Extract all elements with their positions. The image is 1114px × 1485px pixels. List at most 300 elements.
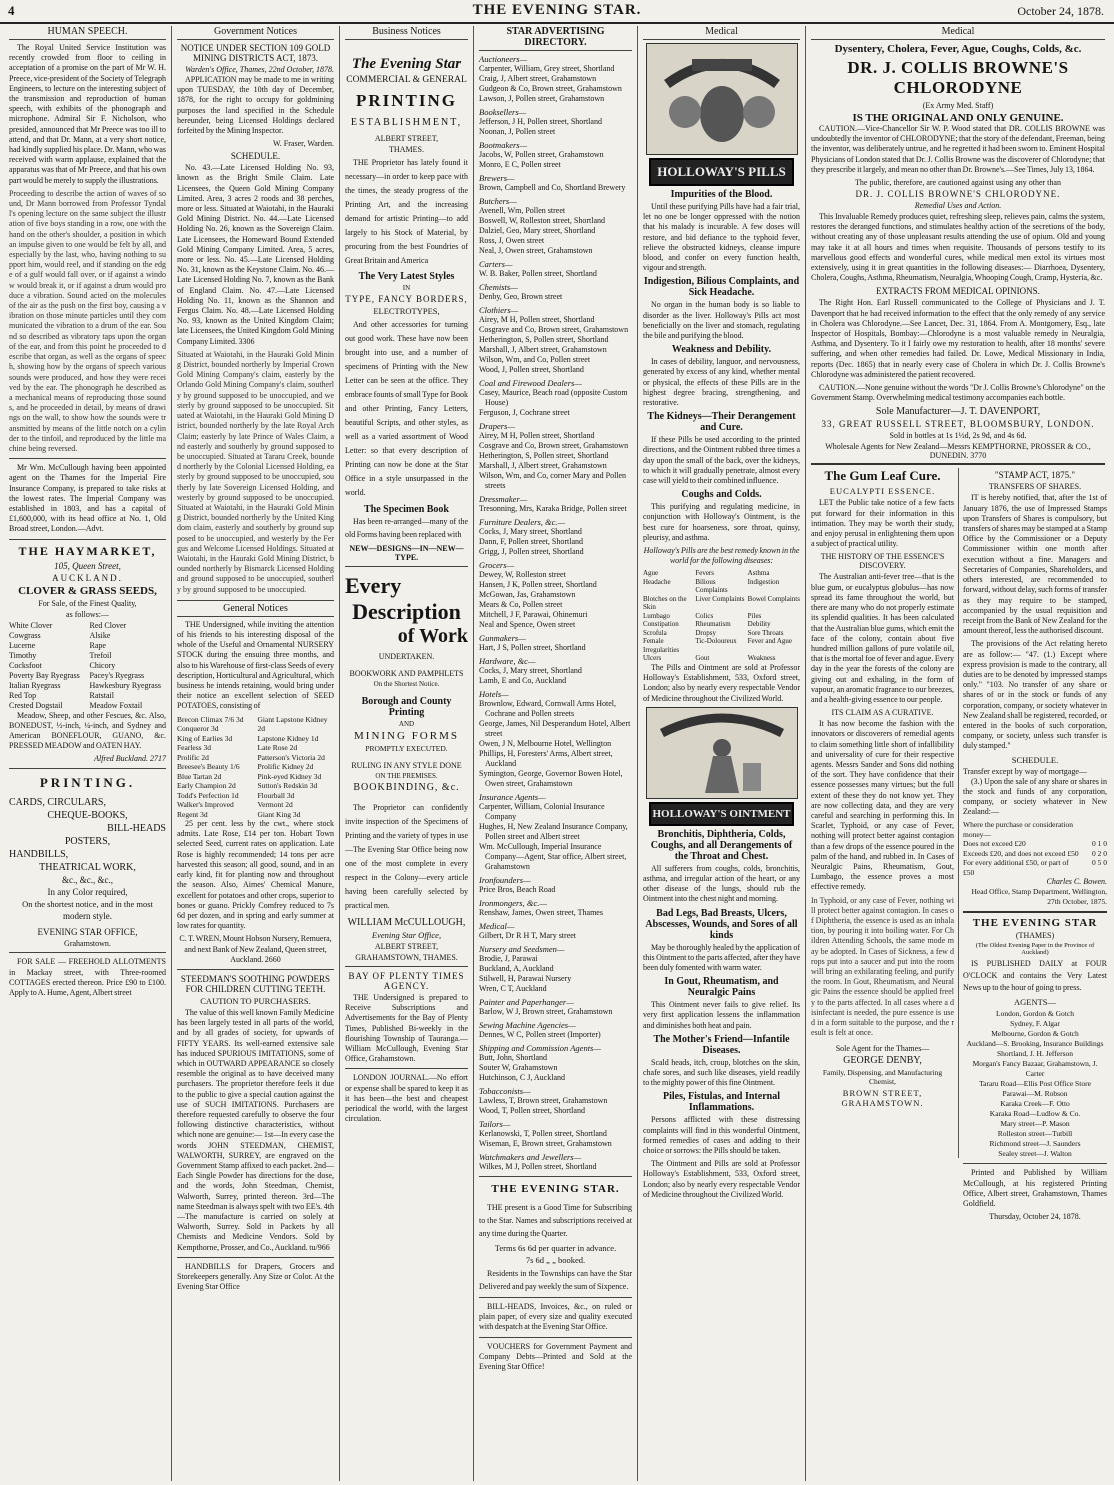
agent-entry: Sealey street—J. Walton (998, 1149, 1072, 1159)
pills-body: Until these purifying Pills have had a fair trial, let no one be longer oppressed with the notion that his malady is incurable. A few doses will restore, and bid defiance to the typhoid fever, relieve the obstructed kidneys, cleanse impure blood, and confer on every function health, vigour and strength. (643, 202, 800, 273)
divider (9, 768, 166, 769)
nursery-notice: THE Undersigned, while inviting the attention of his friends to his interesting disposal of the whole of the Useful and Ornamental NURSERY STOCK during the ensuing three months, and also to his Warehouse of first-class Seeds of every description, Horticultural and Agricultural, which business he intends retaining, would bring under their notice an excellent selection of SEED POTATOES, consisting of (177, 619, 334, 711)
directory-entry: Neal and Spence, Owen street (479, 620, 576, 629)
agent-entry: Parawai—M. Robson (1002, 1089, 1068, 1099)
bop-title: BAY OF PLENTY TIMES AGENCY. (348, 971, 465, 991)
gum-agent-desc: Family, Dispensing, and Manufacturing Chemist, (822, 1068, 943, 1087)
issue-date: October 24, 1878. (1017, 4, 1104, 18)
directory-entry: Neal, J, Owen street, Grahamstown (479, 246, 593, 255)
directory-category: Butchers— (479, 196, 517, 206)
pills-sold: The Pills and Ointment are sold at Professor Holloway's Establishment, 533, Oxford street, London; also by nearly every respectable Vendor of Medicine throughout the Civilized World. (643, 662, 800, 703)
directory-category: Hotels— (479, 689, 509, 699)
agent-entry: Rolleston street—Tutbill (997, 1129, 1073, 1139)
section-heading: General Notices (177, 600, 334, 617)
seed-item: Red Top (9, 690, 37, 700)
ailment-item: Liver Complaints (695, 594, 745, 603)
star-title: THE EVENING STAR (972, 917, 1098, 930)
fee-row (963, 858, 1107, 877)
split-section (811, 468, 1107, 1222)
pills-body: This purifying and regulating medicine, in conjunction with Holloway's Ointment, is the best cure for hoarseness, sore throat, quinsy, pleurisy, and asthma. (643, 502, 800, 542)
directory-entry: Brownlow, Edward, Cornwall Arms Hotel, Cochrane and Pollen streets (479, 699, 617, 718)
es-subscribe: THE present is a Good Time for Subscribing to the Star. Names and subscriptions received at any time during the Quarter. (479, 1203, 632, 1238)
directory-category: Coal and Firewood Dealers— (479, 378, 582, 388)
ointment-heading: Bad Legs, Bad Breasts, Ulcers, Abscesses, Wounds, and Sores of all kinds (645, 907, 798, 941)
caution-stamp: CAUTION.—None genuine without the words "Dr J. Collis Browne's Chlorodyne" on the Government Stamp. Overwhelming medical testimony accompanies each bottle. (811, 383, 1105, 403)
directory-category: Furniture Dealers, &c.— (479, 517, 566, 527)
printing-line: POSTERS, (64, 836, 111, 848)
columns (4, 26, 1110, 1481)
directory-entry: Cosgrave and Co, Brown street, Grahamstown (479, 441, 629, 450)
bookwork-line: BOOKWORK AND PAMPHLETS (349, 669, 464, 678)
potato-item: Brecon Climax 7/6 3d (177, 714, 244, 724)
divider (9, 458, 166, 459)
work-line: of Work (397, 625, 468, 647)
directory-entry: Kerlanowski, T, Pollen street, Shortland (479, 1129, 607, 1138)
evening-star-title: The Evening Star (351, 56, 462, 72)
directory-entry: Mears & Co, Pollen street (479, 600, 563, 609)
fee-label: Where the purchase or consideration money— (963, 820, 1073, 839)
vouchers-notice: VOUCHERS for Government Payment and Company Debts—Printed and Sold at the Evening Star Office! (479, 1341, 632, 1372)
directory-entry: Avenell, Wm, Pollen street (479, 206, 566, 215)
printed-by: Printed and Published by William McCullough, at his registered Printing Office, Albert street, Grahamstown, Thames Goldfield. (963, 1168, 1107, 1208)
star-subtitle: (THAMES) (1015, 931, 1055, 941)
seed-item: Timothy (9, 650, 37, 660)
star-published: IS PUBLISHED DAILY at FOUR O'CLOCK and contains the Very Latest News up to the hour of going to press. (963, 959, 1107, 993)
directory-entry: Brodie, J, Parawai (479, 954, 538, 963)
fee-label: Does not exceed £20 (963, 839, 1026, 849)
potato-item: Giant King 3d (257, 809, 301, 819)
gum-claim-body: It has now become the fashion with the innovators or discoverers of remedial agents to claim something little short of infallibility and universality of cure for their respective agents. Messrs Sander and Sons did nothing of the sort. They have confidence that their essence possesses many virtues; but the full extent of these they do not know yet. They are now collecting data, and they are very careful and searching in performing this. In Scarlet, Typhoid, or any case of Fever, nothing will protect better against contagion than a few drops of the essence poured in the palm of the hand, and rubbed in. In Cases of Neuralgic Pains, Rheumatism, Gout, Lumbago, the essence proves a most effective remedy. (811, 719, 954, 892)
notice-title: NOTICE UNDER SECTION 109 GOLD MINING DISTRICTS ACT, 1873. (180, 43, 331, 63)
es-body-3: The Proprietor can confidently invite inspection of the Specimens of Printing and the variety of types in use—The Evening Star Office being now one of the most complete in every respect in the Colony—every article having been carefully selected by practical men. (345, 803, 468, 910)
notice-signature: W. Fraser, Warden. (272, 139, 334, 149)
directory-entry: Wm. McCullough, Imperial Insurance Company—Agent, Star office, Albert street, Grahamstown (479, 842, 627, 871)
agent-entry: Tararu Road—Ellis Post Office Store (979, 1079, 1091, 1089)
column-3 (340, 26, 474, 1481)
ailments-intro: Holloway's Pills are the best remedy known in the world for the following diseases: (643, 546, 800, 566)
gum-body: LET the Public take notice of a few facts put forward for their information in this intimation. They may be worth their study, and enjoy perusal in enlightening them upon a subject of practical utility. (811, 498, 954, 549)
printing-line: In any Color required, (47, 887, 128, 898)
seed-item: Rape (89, 640, 106, 650)
potato-item: Breesee's Beauty 1/6 (177, 762, 240, 772)
directory-category: Ironfounders— (479, 875, 531, 885)
ailment-item: Debility (747, 620, 771, 629)
nursery-more: 25 per cent. less by the cwt., where stock admits. Late Rose, £14 per ton. Hobart Town selected Seed, current rates on application. Late Rose is highly recommended; 14 tons per acre harvested this season; all good, sound, and in an early kind, fit for planting now and throughout the season. Also, Aimes' Chemical Manure, excellent for potatoes and other crops, superior to bones or guano. Prickly Comfrey reduced to 7s 6d per dozen, and in spring and early summer at low rates for quantity. (177, 819, 334, 931)
divider (9, 952, 166, 953)
ailment-item: Rheumatism (695, 620, 731, 629)
ailment-item: Bowel Complaints (747, 594, 800, 603)
extracts-body: The Right Hon. Earl Russell communicated to the College of Physicians and J. T. Davenport that he had received information to the effect that the only remedy of any service in Cholera was Chlorodyne.—See Lancet, Dec. 31, 1864. From A. Montgomery, Esq., late Inspector of Hospitals, Bombay:—Chlorodyne is a most valuable remedy in Neuralgia, Asthma, and Dysentery. To it I fairly owe my restoration to health, after 18 months' severe suffering, and when other remedies had failed. Dr. Lowe, Medical Missionary in India, reports (Dec. 1865) that in nearly every case of Cholera in which Dr. J. Collis Browne's Chlorodyne was administered the patient recovered. (811, 298, 1105, 379)
potato-item: Late Rose 2d (257, 743, 298, 753)
agent-entry: Richmond street—J. Saunders (989, 1139, 1081, 1149)
directory-category: Auctioneers— (479, 54, 528, 64)
description-line: Description (352, 599, 461, 624)
schedule-body: (3.) Upon the sale of any share or shares in the stock and funds of any corporation, company, or society whatever in New Zealand:— (963, 776, 1107, 817)
gum-leaf-column (811, 468, 959, 1158)
steedman-title: STEEDMAN'S SOOTHING POWDERS FOR CHILDREN CUTTING TEETH. (180, 973, 331, 994)
directory-entry: Lawson, J, Pollen street, Grahamstown (479, 94, 605, 103)
directory-entry: George, James, Nil Desperandum Hotel, Albert street (479, 719, 631, 738)
directory-entry: Lamb, E and Co, Auckland (479, 676, 567, 685)
seed-item: Meadow Foxtail (89, 700, 143, 710)
directory-entry: Dalziel, Geo, Mary street, Shortland (479, 226, 596, 235)
ailment-item: Blotches on the Skin (643, 594, 687, 612)
ailment-item: Headache (643, 577, 671, 586)
undertaken-line: UNDERTAKEN. (378, 652, 435, 661)
directory-entry: Jefferson, J H, Pollen street, Shortland (479, 117, 602, 126)
masthead (0, 0, 1114, 24)
column-heading: Government Notices (177, 26, 334, 40)
directory-entry: Casey, Maurice, Beach road (opposite Custom House) (479, 388, 628, 407)
article-text-continued: Proceeding to describe the action of waves of sound, Dr Mann borrowed from Professor Tyndall's opening lecture on the same subject the illustration of five boys standing in a row, one with the hand on the other's shoulder, a position in which an impulse given to one would be felt by all, and especially by the last, who, having nothing to support him, would reel, and if standing on the edge of a gulf would fall over, or if against a window would break it, or if against a drum would produce a vibration. Sound acted on the molecules of the air as the push on the first boy, causing a vibration on those minute particles until they communicated the vibration to a drum of the ear. Sound so described as vibratory taps upon the organ of the ear, and from this point he proceeded to describe that organ, as well as the organs of speech, showing how by the organs of speech various sounds were produced, and how they were received by the ear. The phonograph he described as a mechanical means of reproducing those sounds, and he proceeded in detail, by means of drawings on the wall, to show how the sounds were transmitted by means of the little notch on a cylinder to the tinfoil, and reproduced by the little machine being reversed. (9, 188, 166, 453)
seed-item: Hawkesbury Ryegrass (89, 680, 161, 690)
divider (345, 1068, 468, 1069)
sale-notice: FOR SALE — FREEHOLD ALLOTMENTS in Mackay street, with Three-roomed COTTAGES erected thereon. Price £90 to £100. Apply to A. Hume, Agent, Albert street (9, 957, 166, 997)
haymarket-city: AUCKLAND. (52, 572, 123, 583)
in-label: IN (402, 284, 411, 292)
divider (9, 539, 166, 540)
seed-item: Alsike (89, 630, 111, 640)
column-heading: Medical (643, 26, 800, 40)
new-designs: NEW—DESIGNS—IN—NEW—TYPE. (349, 544, 464, 562)
ointment-body: All sufferers from coughs, colds, bronchitis, asthma, and irregular action of the heart, or any other disease of the lungs, should rub the Ointment into the chest night and morning. (643, 863, 800, 904)
sole-manufacturer: Sole Manufacturer—J. T. DAVENPORT, (875, 406, 1041, 418)
directory-category: Drapers— (479, 421, 515, 431)
directory-entry: Carpenter, William, Grey street, Shortland (479, 64, 615, 73)
directory-entry: Ross, J, Owen street (479, 236, 545, 245)
star-subtitle-2: (The Oldest Evening Paper in the Province of Auckland) (975, 942, 1095, 957)
fee-amount: 0 2 0 (1092, 848, 1107, 858)
es-line: THAMES. (389, 145, 424, 154)
original-line: IS THE ORIGINAL AND ONLY GENUINE. (852, 112, 1064, 124)
directory-entry: Marshall, J, Albert street, Grahamstown (479, 345, 607, 354)
divider (177, 1257, 334, 1258)
pills-body: In cases of debility, languor, and nervousness, generated by excess of any kind, whether mental or physical, the effects of these Pills are in the highest degree bracing, strengthening, and restorative. (643, 357, 800, 408)
potato-item: Todd's Perfection 1d (177, 790, 239, 800)
london-journal: LONDON JOURNAL.—No effort or expense shall be spared to keep it as it has been—the best and cheapest periodical the world, with the largest circulation. (345, 1073, 468, 1124)
bop-body: THE Undersigned is prepared to Receive Subscriptions and Advertisements for the Bay of Plenty Times, Published Bi-weekly in the flourishing Township of Tauranga.—William McCullough, Evening Star Office, Grahamstown. (345, 993, 468, 1064)
potato-item: Walker's Improved Regent 3d (177, 800, 234, 819)
premises-line: ON THE PREMISES. (375, 772, 438, 780)
directory-entry: Price Bros, Beach Road (479, 885, 556, 894)
seed-item: Cowgrass (9, 630, 41, 640)
column-4 (474, 26, 638, 1481)
binding-line: BOOKBINDING, &c. (353, 782, 460, 793)
directory-entry: Hutchinson, C J, Auckland (479, 1073, 565, 1082)
directory-entry: Tresonning, Mrs, Karaka Bridge, Pollen street (479, 504, 627, 513)
pills-body: No organ in the human body is so liable to disorder as the liver. Holloway's Pills act most beneficially on the liver and stomach, regulating the bile and purifying the blood. (643, 300, 800, 341)
gum-agent-label: Sole Agent for the Thames— (835, 1044, 930, 1054)
directory-category: Clothiers— (479, 305, 519, 315)
hygeia-illustration (646, 707, 798, 799)
directory-entry: Noonan, J, Pollen street (479, 127, 556, 136)
pills-body: If these Pills be used according to the printed directions, and the Ointment rubbed three times a day upon the small of the back, over the kidneys, to which it will gradually penetrate, almost every case will yield to their combined influence. (643, 435, 800, 486)
column-2 (172, 26, 340, 1481)
ailment-item: Colics (695, 611, 714, 620)
directory-entry: Grigg, J, Pollen street, Shortland (479, 547, 584, 556)
directory-category: Chemists— (479, 282, 518, 292)
directory-category: Ironmongers, &c.— (479, 898, 547, 908)
fee-row (963, 820, 1107, 839)
stamp-signature: Charles C. Bowen. (1046, 877, 1107, 887)
printing-line: modern style. (63, 911, 112, 922)
potato-item: Prolific 2d (177, 752, 209, 762)
potato-item: Giant Lapstone Kidney 2d (257, 714, 328, 734)
ailment-item: Fevers (695, 569, 714, 578)
stamp-subtitle: TRANSFERS OF SHARES. (988, 482, 1082, 492)
handbills-notice: HANDBILLS for Drapers, Grocers and Storekeepers generally. Any Size or Color. At the Evening Star Office (177, 1261, 334, 1292)
booked-line: 7s 6d „ „ booked. (525, 1255, 586, 1265)
ailment-item: Fever and Ague (747, 637, 792, 646)
extracts-heading: EXTRACTS FROM MEDICAL OPINIONS. (876, 286, 1040, 297)
agent-entry: Karaka Creek—F. Otto (1000, 1099, 1070, 1109)
residents-line: Residents in the Townships can have the Star Delivered and pay weekly the sum of Sixpence. (479, 1269, 632, 1291)
ailment-item: Sore Throats (747, 628, 784, 637)
directory-entry: Renshaw, James, Owen street, Thames (479, 908, 603, 917)
directory-entry: Monro, E C, Pollen street (479, 160, 561, 169)
directory-entry: Airey, M H, Pollen street, Shortland (479, 315, 595, 324)
seed-item: Lucerne (9, 640, 36, 650)
seed-item: Italian Ryegrass (9, 680, 61, 690)
gum-history-heading: THE HISTORY OF THE ESSENCE'S DISCOVERY. (820, 552, 945, 571)
ointment-heading: Bronchitis, Diphtheria, Colds, Coughs, and all Derangements of the Throat and Chest. (650, 828, 793, 862)
potato-item: Patterson's Victoria 2d (257, 752, 325, 762)
dysentery-heading: Dysentery, Cholera, Fever, Ague, Coughs, Colds, &c. (834, 43, 1082, 55)
gum-title: The Gum Leaf Cure. (824, 468, 941, 484)
directory-entry: Dewey, W, Rolleston street (479, 570, 566, 579)
remedial-body: This Invaluable Remedy produces quiet, refreshing sleep, relieves pain, calms the system, restores the deranged functions, and stimulates healthy action of the secretions of the body, without creating any of those unpleasant results attending the use of opium. Old and young may take it at all hours and times when requisite. Thousands of persons testify to its marvellous good effects and wonderful cures, while medical men extol its virtues most extensively, using it in great quantities in the following diseases:— Diarrhoea, Dysentery, Cholera, Coughs, Asthma, Rheumatism, Neuralgia, Whooping Cough, Cramp, Hysteria, &c. (811, 212, 1105, 283)
potato-item: Prolific Kidney 2d (257, 762, 314, 772)
stamp-act-column (963, 468, 1107, 1222)
directory-entry: Wilkes, M J, Pollen street, Shortland (479, 1162, 597, 1171)
holloways-ointment-banner: HOLLOWAY'S OINTMENT (649, 802, 794, 826)
specimen-title: The Specimen Book (363, 504, 449, 515)
directory-entry: Buckland, A, Auckland (479, 964, 554, 973)
directory-entry: Hetherington, S, Pollen street, Shortland (479, 335, 609, 344)
es-body-2: And other accessories for turning out good work. These have now been brought into use, and a number of specimens of Printing with the New Letter can be seen at the office. They embrace founts of small Type for Book and other Printing, Fancy Letters, beautiful Scripts, and other styles, as well as a varied assortment of Wood Letter: so that every description of Printing can now be done at the Star Office in a style unsurpassed in the world. (345, 320, 468, 497)
directory-entry: Owen, J N, Melbourne Hotel, Wellington (479, 739, 612, 748)
directory-entry: Gilbert, Dr R H T, Mary street (479, 931, 577, 940)
directory-entry: Ferguson, J, Cochrane street (479, 408, 570, 417)
column-heading: Medical (811, 26, 1105, 40)
potato-item: Lapstone Kidney 1d (257, 733, 319, 743)
agent-entry: Morgan's Fancy Bazaar, Grahamstown, J. Carter (972, 1059, 1098, 1079)
fee-amount (1079, 820, 1107, 839)
directory-category: Dressmaker— (479, 494, 528, 504)
haymarket-more: Meadow, Sheep, and other Fescues, &c. Also, BONEDUST, ½-inch, ¼-inch, and Sydney and American BONEFLOUR, GUANO, &c. PRESSED MEADOW and OATEN HAY. (9, 710, 166, 751)
directory-entry: Cocks, J, Mary street, Shortland (479, 666, 582, 675)
divider (479, 1297, 632, 1298)
seed-item: Red Clover (89, 620, 127, 630)
directory-category: Insurance Agents— (479, 792, 546, 802)
printing-line: EVENING STAR OFFICE, (37, 927, 138, 938)
schedule-body: No. 43.—Late Licensed Holding No. 93, known as the Bright Smile Claim. Late Licensees, the Queen Gold Mining Company Limited. Area, 3 acres 2 roods and 38 perches, more or less. Situated at Waiotahi, in the Hauraki Gold Mining District. No. 44.—Late Licensed Holding No. 26, known as the Sovereign Claim. Late Licensees, the Homeward Bound Extended Gold Mining Company Limited. Area, 5 acres, more or less. No. 45.—Late Licensed Holding No. 31, known as the Keystone Claim. No. 46.—Late Licensed Holding No. 7, known as the Bank of England Claim. No. 47.—Late Licensed Holding No. 11, known as the Shannon and Fergus Claim. No. 48.—Late Licensed Holding No. 93, known as the United Kingdom Claim; late Licensees, the United Kingdom Gold Mining Company Limited. 3306 (177, 163, 334, 346)
wholesale-line: Wholesale Agents for New Zealand—Messrs KEMPTHORNE, PROSSER & CO., DUNEDIN. 3770 (825, 442, 1091, 461)
potato-item: Blue Tartan 2d (177, 771, 222, 781)
directory-entry: Stilwell, H, Parawai Nursery (479, 974, 572, 983)
ruling-line: RULING IN ANY STYLE DONE (351, 761, 462, 770)
divider (345, 566, 468, 567)
ailment-item: Weakness (747, 654, 776, 663)
directory-list (479, 54, 632, 1172)
column-1 (4, 26, 172, 1481)
fee-amount: 0 1 0 (1092, 839, 1107, 849)
caution-line: The public, therefore, are cautioned against using any other than (855, 178, 1061, 188)
ailment-item: Lumbago (643, 611, 670, 620)
page-number: 4 (8, 3, 15, 18)
printing-line: CARDS, CIRCULARS, (9, 797, 106, 809)
schedule-heading: SCHEDULE. (230, 151, 281, 162)
army-line: (Ex Army Med. Staff) (922, 101, 994, 110)
directory-entry: Wilson, Wm, and Co, corner Mary and Pollen streets (479, 471, 627, 490)
seated-figure-icon (647, 708, 797, 798)
directory-entry: Brown, Campbell and Co, Shortland Brewery (479, 183, 626, 192)
haymarket-subtitle: CLOVER & GRASS SEEDS, (18, 584, 157, 597)
potato-item: Vermont 2d (257, 800, 293, 810)
potato-item: Fearless 3d (177, 743, 211, 753)
directory-category: Carters— (479, 259, 513, 269)
directory-category: Tailors— (479, 1119, 511, 1129)
schedule-continued: Situated at Waiotahi, in the Hauraki Gold Mining District, bounded northerly by Imperial Crown Gold Mining Company's claim, easterly by the Orlando Gold Mining Company's claim, southerly by ground supposed to be unoccupied, and westerly by ground supposed to be unoccupied. Situated at Waiotahi, in the Hauraki Gold Mining District, bounded northerly by the late Royal Arch Claim; easterly by late Prince of Wales Claim, and easterly and southerly by ground supposed to be unoccupied. Situated at Tararu Creek, bounded northerly by the Colonial Licensed Holding, easterly by ground supposed to be unoccupied, southerly by late Sovereign Licensed Holding, and westerly by ground supposed to be unoccupied. Situated at Waiotahi, in the Hauraki Gold Mining District, bounded northerly by the United Kingdom claim, easterly and southerly by ground supposed to be unoccupied, and westerly by the Fergus and Welcome Licensed Holdings. Situated at Waiotahi, in the Hauraki Gold Mining District, bounded northerly by Bismarck Licensed Holding and ground supposed to be unoccupied, southerly by ground supposed to be unoccupied. (177, 349, 334, 594)
column-6 (806, 26, 1110, 1481)
potato-item: Flourball 3d (257, 790, 295, 800)
insurance-notice: Mr Wm. McCullough having been appointed agent on the Thames for the Imperial Fire Insurance Company, is prepared to take risks at the lowest rates. The Imperial Company was established in 1803, and has a capital of £1,600,000, with its head office at No. 1, Old Broad street, London.—Advt. (9, 463, 166, 534)
article-text: The Royal United Service Institution was recently crowded from floor to ceiling in acceptation of a promise on the part of Mr W. H. Preece, vice-president of the Society of Telegraph Engineers, to lecture on the interesting subject of the transmission and reproduction of human speech, with exhibits of the phonograph and microphone. Admiral Sir F. Nicholson, who presided, announced that Mr Preece was too ill to attend, and that Dr. Mann, at a very short notice, had kindly supplied his place. Dr. Mann, who was received with warm applause, explained that the apparatus was that of Mr Preece, and that his own part would be merely to supply the illustrations. (9, 43, 166, 185)
fee-row (963, 839, 1107, 849)
agent-entry: Melbourne, Gordon & Gotch (991, 1029, 1079, 1039)
printing-line: Grahamstown. (64, 939, 111, 949)
directory-entry: Wiseman, E, Brown street, Grahamstown (479, 1139, 612, 1148)
divider (479, 1176, 632, 1177)
potato-item: Sutton's Redskin 3d (257, 781, 318, 791)
ointment-sold: The Ointment and Pills are sold at Professor Holloway's Establishment, 533, Oxford street, London; also by nearly every respectable Vendor of Medicine throughout the Civilized World. (643, 1159, 800, 1199)
seed-item: Cocksfoot (9, 660, 42, 670)
directory-entry: Denby, Geo, Brown street (479, 292, 563, 301)
mccullough-town: GRAHAMSTOWN, THAMES. (355, 953, 458, 962)
directory-entry: Barlow, W J, Brown street, Grahamstown (479, 1007, 613, 1016)
date-line: Thursday, October 24, 1878. (989, 1212, 1081, 1222)
coat-of-arms-icon (647, 44, 797, 154)
directory-entry: Souter W, Grahamstown (479, 1063, 558, 1072)
potato-list (177, 715, 334, 820)
printing-line: THEATRICAL WORK, (39, 862, 136, 874)
stamp-office: Head Office, Stamp Department, Wellington, 27th October, 1875. (971, 887, 1107, 907)
ailment-item: Ulcers (643, 654, 662, 663)
latest-styles: The Very Latest Styles (358, 271, 455, 282)
stamp-body: IT is hereby notified, that, after the 1st of January 1876, the use of Impressed Stamps upon Transfers of Shares is compulsory, but transfers of shares may be stamped at a Stamp Office by the Commissioner or a Deputy Commissioner within one month after execution without a fine. Managers and Secretaries of Companies, Shareholders, and others interested, are recommended to forward, without delay, such forms of transfer as they may require to be stamped, accompanied by the usual requisition and receipt from the Bank of New Zealand for the amount thereof, less the authorised discount. (963, 493, 1107, 636)
fee-amount: 0 5 0 (1092, 858, 1107, 868)
printing-line: BILL-HEADS (107, 823, 166, 835)
divider (345, 966, 468, 967)
ailment-item: Piles (747, 611, 762, 620)
newspaper-title: THE EVENING STAR. (472, 2, 642, 18)
ailment-item: Tic-Doloureux (695, 637, 737, 646)
directory-entry: Hetherington, S, Pollen street, Shortland (479, 451, 609, 460)
gum-claim-continued: In Typhoid, or any case of Fever, nothing will protect better against contagion. In cases of Diphtheria, the essence is used as an inhalation, by pouring it into boiling water. For Children Attending Schools, the same mode may be adopted. In Cases of Sickness, a few drops put into a saucer and put into the room will bring an exhilarating feeling, and purify the room. In Gout, Rheumatism, and Neuralgic Pains the essence should be applied freely to the parts affected. In all cases where a disinfectant is needed, the pure essence is used in a form suitable to the purpose, and the result is felt at once. (811, 895, 954, 1038)
directory-category: Tobacconists— (479, 1086, 531, 1096)
billheads-notice: BILL-HEADS, Invoices, &c., on ruled or plain paper, of every size and quality executed with despatch at the Evening Star Office. (479, 1302, 632, 1332)
directory-entry: Boswell, W, Rolleston street, Shortland (479, 216, 605, 225)
fee-label: For every additional £50, or part of £50 (963, 858, 1069, 877)
divider (963, 1163, 1107, 1164)
es-line: ESTABLISHMENT, (350, 117, 463, 128)
directory-category: Painter and Paperhanger— (479, 997, 574, 1007)
directory-entry: Butt, John, Shortland (479, 1053, 548, 1062)
column-5 (638, 26, 806, 1481)
seed-item: White Clover (9, 620, 53, 630)
seed-item: Crested Dogstail (9, 700, 63, 710)
borough-line: Borough and County Printing (361, 696, 452, 718)
electro-line: ELECTROTYPES, (373, 306, 440, 316)
fee-label: Exceeds £20, and does not exceed £50 (963, 848, 1079, 858)
seed-item: Chicory (89, 660, 116, 670)
stamp-title: "STAMP ACT, 1875." (994, 470, 1076, 481)
every-line: Every (345, 573, 402, 598)
seed-item: Ratstail (89, 690, 114, 700)
seed-item: Trefoil (89, 650, 112, 660)
directory-entry: Hart, J S, Pollen street, Shortland (479, 643, 586, 652)
printing-title: PRINTING. (39, 775, 136, 791)
schedule-line: Transfer except by way of mortgage— (963, 766, 1087, 776)
sole-sold: Sold in bottles at 1s 1½d, 2s 9d, and 4s 6d. (889, 431, 1027, 441)
directory-entry: Dann, F, Pollen street, Shortland (479, 537, 584, 546)
haymarket-address: 105, Queen Street, (54, 560, 121, 571)
directory-entry: Wilson, Wm, and Co, Pollen street (479, 355, 591, 364)
directory-entry: Craig, J, Albert street, Grahamstown (479, 74, 597, 83)
ailment-item: Scrofula (643, 628, 667, 637)
directory-category: Booksellers— (479, 107, 527, 117)
agent-entry: Sydney, F. Algar (1010, 1019, 1060, 1029)
notice-office: Warden's Office, Thames, 22nd October, 1878. (185, 65, 334, 74)
directory-entry: Lawless, T, Brown street, Grahamstown (479, 1096, 608, 1105)
column-heading: HUMAN SPEECH. (9, 26, 166, 40)
pills-heading: Indigestion, Bilious Complaints, and Sick Headache. (643, 276, 800, 299)
column-heading: Business Notices (345, 26, 468, 40)
ailment-item: Constipation (643, 620, 679, 629)
caution-name: DR. J. COLLIS BROWNE'S CHLORODYNE. (855, 189, 1061, 200)
es-line: COMMERCIAL & GENERAL (346, 75, 467, 85)
notice-line: On the Shortest Notice. (373, 680, 440, 688)
es-body: THE Proprietor has lately found it necessary—in order to keep pace with the times, the steady progress of the Printing Art, and the increasing demand for artistic Printing—to add largely to his Stock of Material, by procuring from the best Foundries of Great Britain and America (345, 158, 468, 265)
haymarket-signature: Alfred Buckland. 2717 (94, 754, 166, 764)
directory-category: Shipping and Commission Agents— (479, 1043, 601, 1053)
evening-star-heading: THE EVENING STAR. (491, 1183, 620, 1195)
directory-entry: Dennes, W C, Pollen street (Importer) (479, 1030, 601, 1039)
potato-item: King of Earlies 3d (177, 733, 233, 743)
haymarket-follows: as follows:— (66, 609, 109, 619)
directory-category: Hardware, &c— (479, 656, 536, 666)
mccullough-office: Evening Star Office, (371, 930, 442, 940)
mccullough-name: WILLIAM McCULLOUGH, (347, 917, 466, 928)
fees-table (963, 820, 1107, 877)
directory-entry: Hansen, J K, Pollen street, Shortland (479, 580, 597, 589)
pills-heading: Impurities of the Blood. (670, 189, 773, 200)
ailment-item: Asthma (747, 569, 770, 578)
ailment-item: Bilious Complaints (695, 577, 728, 595)
agents-heading: AGENTS— (1013, 997, 1057, 1008)
directory-entry: Mitchell, J F, Parawai, Ohinemuri (479, 610, 588, 619)
directory-category: Sewing Machine Agencies— (479, 1020, 576, 1030)
directory-category: Gunmakers— (479, 633, 526, 643)
agent-entry: Auckland—S. Brooking, Insurance Buildings (966, 1039, 1104, 1049)
ointment-body: Persons afflicted with these distressing complaints will find in this wonderful Ointment, formed remedies of cases and adding to their choice or sorrows: the Pills should be taken. (643, 1115, 800, 1156)
seed-item: Pacey's Ryegrass (89, 670, 145, 680)
directory-entry: Cocks, J, Mary street, Shortland (479, 527, 582, 536)
agent-entry: Karaka Road—Ludlow & Co. (989, 1109, 1081, 1119)
caution-body: CAUTION.—Vice-Chancellor Sir W. P. Wood stated that DR. COLLIS BROWNE was undoubtedly the inventor of CHLORODYNE; that the story of the defendant, Freeman, being the inventor, was deliberately untrue, and he regretted it had been sworn to. Eminent Hospital Physicians of London stated that Dr. J. Collis Browne was the discoverer of Chlorodyne; that they prescribe it largely, and mean no other than Dr. Browne's.—See Times, July 13, 1864. (811, 124, 1105, 174)
steedman-caution: CAUTION TO PURCHASERS. (200, 995, 311, 1006)
ointment-body: May be thoroughly healed by the application of this Ointment to the parts affected, after they have been duly fomented with warm water. (643, 942, 800, 973)
